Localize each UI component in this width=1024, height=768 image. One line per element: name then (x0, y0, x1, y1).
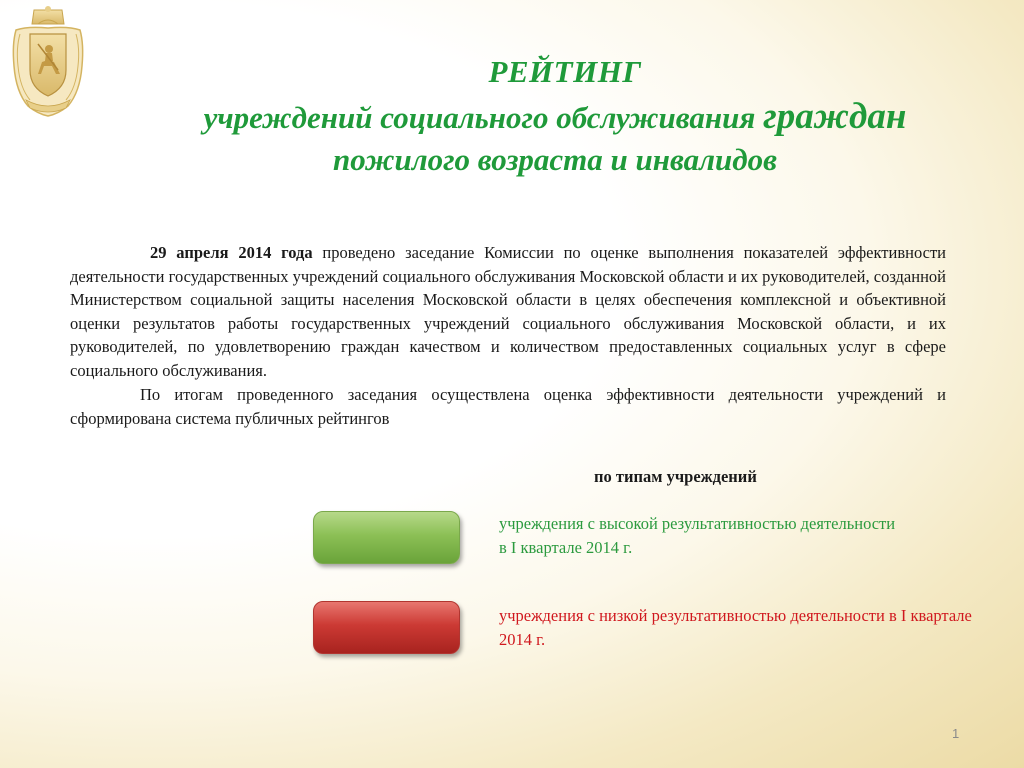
legend-high-result: учреждения с высокой результативностью деятельности в I квартале 2014 г. (499, 514, 896, 557)
low-result-swatch (313, 601, 460, 654)
subtitle-emphasis: граждан (763, 96, 907, 137)
subtitle-part1: учреждений социального обслуживания (203, 100, 756, 135)
title-block (60, 52, 1024, 181)
legend-low-result: учреждения с низкой результативностью деятельности в I квартале 2014 г. (499, 606, 972, 649)
slide-title: РЕЙТИНГ (488, 54, 642, 89)
paragraph-2: По итогам проведенного заседания осуществлена оценка эффективности деятельности учреждений и сформирована система публичных рейтингов (70, 385, 946, 428)
subtitle-part2: пожилого возраста и инвалидов (332, 142, 778, 177)
slide-subtitle (60, 96, 1024, 181)
paragraph-1 (70, 241, 946, 382)
page-number: 1 (952, 726, 960, 741)
paragraph-1-text: проведено заседание Комиссии по оценке выполнения показателей эффективности деятельности государственных учреждений социального обслуживания Московской области и их руководителей, созданной Министерством социальной защиты населения Московской области в целях обеспечения комплексной и объективной оценки результатов работы государственных учреждений социального обслуживания Московской области, и их руководителей, по удовлетворению граждан качеством и количеством предоставленных социальных услуг в сфере социального обслуживания. (70, 243, 946, 380)
body-text (70, 241, 946, 430)
subheading: по типам учреждений (594, 467, 757, 486)
meeting-date: 29 апреля 2014 года (150, 243, 313, 262)
high-result-swatch (313, 511, 460, 564)
